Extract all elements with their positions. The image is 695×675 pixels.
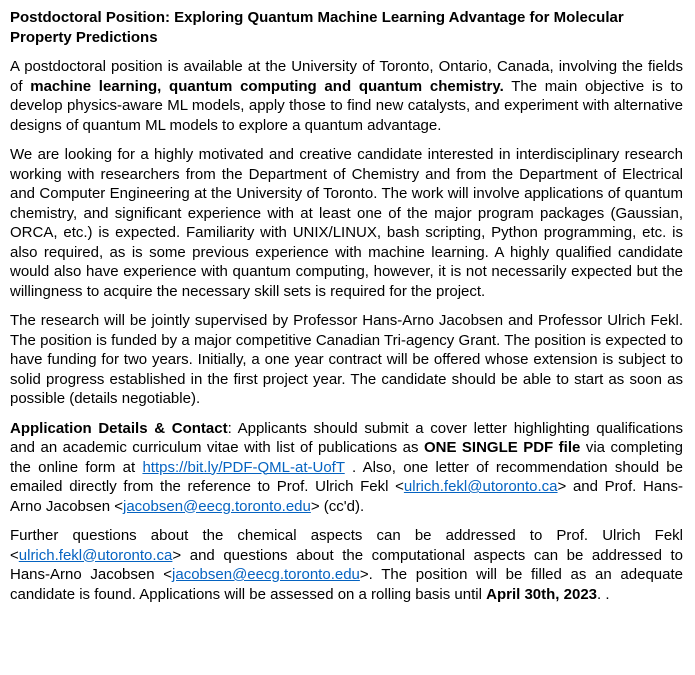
application-heading: Application Details & Contact — [10, 419, 228, 437]
questions-text-c: >. The position will be filled as an adequate candidate is found. Applications will be assessed on a rolling basis until — [10, 566, 683, 603]
supervision-paragraph: The research will be jointly supervised by Professor Hans-Arno Jacobsen and Professor Ulrich Fekl. The position is funded by a major competitive Canadian Tri-agency Grant. The position is expected to have funding for two years. Initially, a one year contract will be offered whose extension is subject to solid progress established in the first project year. The candidate should be able to start as soon as possible (details negotiable). — [10, 312, 683, 407]
jacobsen-email-link-2[interactable]: jacobsen@eecg.toronto.edu — [172, 566, 360, 583]
fekl-email-link-2[interactable]: ulrich.fekl@utoronto.ca — [18, 546, 173, 564]
intro-paragraph — [10, 57, 683, 135]
questions-paragraph — [10, 526, 683, 604]
application-form-link[interactable]: https://bit.ly/PDF-QML-at-UofT — [142, 458, 345, 476]
application-text-a: : Applicants should submit a cover letter highlighting qualifications and an academic curriculum vitae with list of publications as — [10, 419, 684, 456]
questions-text-d: . . — [597, 585, 610, 603]
questions-text-b: > and questions about the computational aspects can be addressed to Hans-Arno Jacobsen < — [10, 546, 683, 583]
application-text-b: via completing the online form at — [10, 439, 683, 476]
candidate-paragraph: We are looking for a highly motivated and creative candidate interested in interdisciplinary research working with researchers from the Department of Chemistry and from the Department of Electrical and Computer Engineering at the University of Toronto. The work will involve applications of quantum chemistry, and significant experience with at least one of the major program packages (Gaussian, ORCA, etc.) is expected. Familiarity with UNIX/LINUX, bash scripting, Python programming, etc. is also required, as is some previous experience with machine learning. A highly qualified candidate would also have experience with quantum computing, however, it is not necessarily expected but the willingness to acquire the necessary skill sets is required for the project. — [10, 146, 683, 300]
intro-text-b: The main objective is to develop physics-aware ML models, apply those to find new catalysts, and experiment with alternative designs of quantum ML models to explore a quantum advantage. — [10, 77, 683, 134]
intro-text-a: A postdoctoral position is available at the University of Toronto, Ontario, Canada, involving the fields of — [10, 58, 683, 95]
deadline-bold: April 30th, 2023 — [486, 585, 598, 603]
intro-fields-bold: machine learning, quantum computing and quantum chemistry. — [30, 77, 504, 95]
fekl-email-link[interactable]: ulrich.fekl@utoronto.ca — [403, 478, 558, 495]
application-text-e: > (cc'd). — [310, 497, 365, 515]
jacobsen-email-link[interactable]: jacobsen@eecg.toronto.edu — [123, 497, 311, 515]
application-text-d: > and Prof. Hans-Arno Jacobsen < — [10, 478, 684, 515]
page-title: Postdoctoral Position: Exploring Quantum Machine Learning Advantage for Molecular Property Predictions — [10, 9, 624, 46]
application-paragraph — [10, 419, 683, 517]
questions-text-a: Further questions about the chemical aspects can be addressed to Prof. Ulrich Fekl < — [10, 527, 683, 564]
application-text-c: . Also, one letter of recommendation should be emailed directly from the reference to Prof. Ulrich Fekl < — [10, 458, 683, 495]
single-pdf-bold: ONE SINGLE PDF file — [423, 439, 581, 456]
